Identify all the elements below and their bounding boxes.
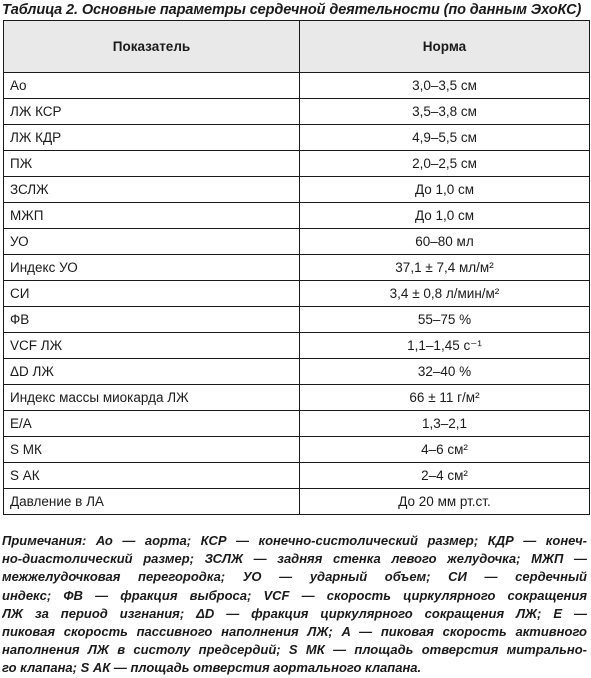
table-row bbox=[4, 203, 590, 229]
cell-indicator: E/A bbox=[4, 411, 300, 437]
table-row bbox=[4, 99, 590, 125]
cell-indicator: ЛЖ КДР bbox=[4, 125, 300, 151]
table-row bbox=[4, 177, 590, 203]
column-header-norm: Норма bbox=[300, 21, 590, 73]
table-row bbox=[4, 489, 590, 515]
table-row bbox=[4, 151, 590, 177]
note-line: Примечания: Ао — аорта; КСР — конечно-систолический размер; КДР — конеч- bbox=[2, 533, 587, 548]
table-row bbox=[4, 255, 590, 281]
cell-norm: 55–75 % bbox=[300, 307, 590, 333]
cell-norm: 2,0–2,5 см bbox=[300, 151, 590, 177]
table-notes bbox=[2, 532, 587, 678]
note-line: индекс; ФВ — фракция выброса; VCF — скорость циркулярного сокращения bbox=[2, 587, 587, 603]
note-line: го клапана; S АК — площадь отверстия аортального клапана. bbox=[2, 660, 422, 676]
cell-indicator: ЛЖ КСР bbox=[4, 99, 300, 125]
table-row bbox=[4, 411, 590, 437]
cell-indicator: VCF ЛЖ bbox=[4, 333, 300, 359]
cell-norm: До 1,0 см bbox=[300, 203, 590, 229]
cell-norm: 1,3–2,1 bbox=[300, 411, 590, 437]
note-line: межжелудочковая перегородка; УО — ударный объем; СИ — сердечный bbox=[2, 569, 587, 585]
cell-indicator: ПЖ bbox=[4, 151, 300, 177]
table-row bbox=[4, 307, 590, 333]
column-header-indicator: Показатель bbox=[4, 21, 300, 73]
cell-norm: До 20 мм рт.ст. bbox=[300, 489, 590, 515]
cell-indicator: МЖП bbox=[4, 203, 300, 229]
table-row bbox=[4, 385, 590, 411]
cell-indicator: УО bbox=[4, 229, 300, 255]
cell-norm: До 1,0 см bbox=[300, 177, 590, 203]
cell-indicator: S МК bbox=[4, 437, 300, 463]
cell-indicator: Давление в ЛА bbox=[4, 489, 300, 515]
cell-indicator: Ао bbox=[4, 73, 300, 99]
table-row bbox=[4, 125, 590, 151]
table-row bbox=[4, 463, 590, 489]
table-row bbox=[4, 229, 590, 255]
cell-indicator: ЗСЛЖ bbox=[4, 177, 300, 203]
cell-indicator: ΔD ЛЖ bbox=[4, 359, 300, 385]
cell-indicator: Индекс УО bbox=[4, 255, 300, 281]
cell-norm: 3,5–3,8 см bbox=[300, 99, 590, 125]
cell-norm: 60–80 мл bbox=[300, 229, 590, 255]
table-row bbox=[4, 359, 590, 385]
table-body bbox=[4, 73, 590, 515]
table-row bbox=[4, 73, 590, 99]
table-caption: Таблица 2. Основные параметры сердечной деятельности (по данным ЭхоКС) bbox=[2, 2, 582, 18]
note-line: пиковая скорость пассивного наполнения ЛЖ; A — пиковая скорость активного bbox=[2, 624, 587, 640]
cell-norm: 37,1 ± 7,4 мл/м² bbox=[300, 255, 590, 281]
table-row bbox=[4, 437, 590, 463]
note-line: наполнения ЛЖ в систолу предсердий; S МК — площадь отверстия митрально- bbox=[2, 642, 587, 658]
cell-norm: 3,0–3,5 см bbox=[300, 73, 590, 99]
cell-norm: 1,1–1,45 с⁻¹ bbox=[300, 333, 590, 359]
cell-norm: 4–6 см² bbox=[300, 437, 590, 463]
cell-indicator: СИ bbox=[4, 281, 300, 307]
cell-norm: 2–4 см² bbox=[300, 463, 590, 489]
cell-norm: 3,4 ± 0,8 л/мин/м² bbox=[300, 281, 590, 307]
cell-norm: 66 ± 11 г/м² bbox=[300, 385, 590, 411]
note-line: ЛЖ за период изгнания; ΔD — фракция циркулярного сокращения ЛЖ; E — bbox=[2, 605, 587, 621]
table-row bbox=[4, 333, 590, 359]
cell-indicator: ФВ bbox=[4, 307, 300, 333]
cell-norm: 32–40 % bbox=[300, 359, 590, 385]
parameters-table bbox=[3, 20, 590, 515]
table-row bbox=[4, 281, 590, 307]
cell-norm: 4,9–5,5 см bbox=[300, 125, 590, 151]
cell-indicator: S АК bbox=[4, 463, 300, 489]
table-header-row bbox=[4, 21, 590, 73]
cell-indicator: Индекс массы миокарда ЛЖ bbox=[4, 385, 300, 411]
note-line: но-диастолический размер; ЗСЛЖ — задняя стенка левого желудочка; МЖП — bbox=[2, 551, 587, 567]
